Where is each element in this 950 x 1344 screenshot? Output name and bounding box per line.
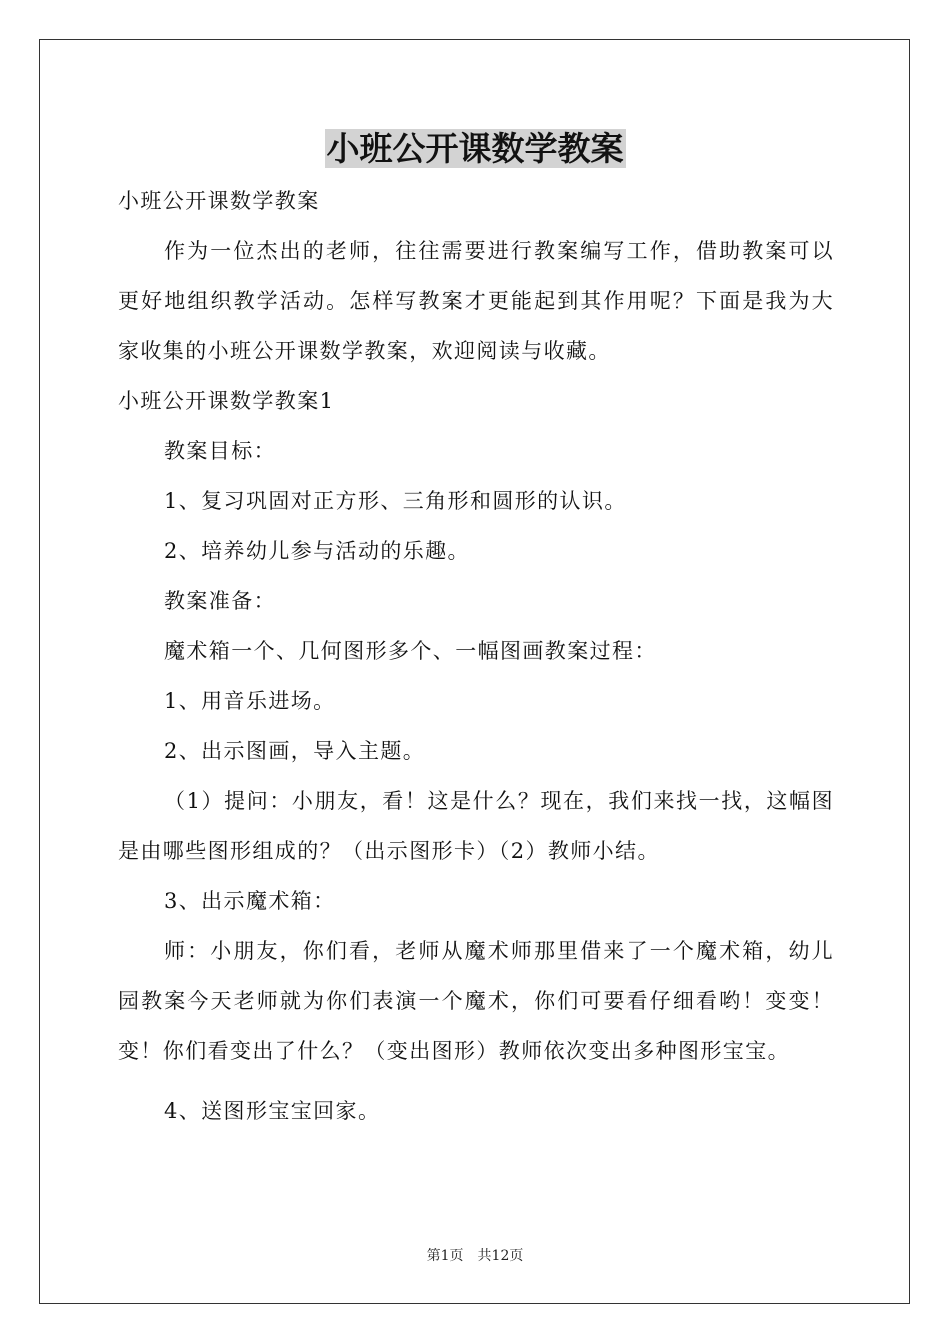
- paragraph: 1、用音乐进场。: [164, 689, 336, 713]
- paragraph-heading: 小班公开课数学教案: [118, 189, 320, 213]
- document-body: [118, 176, 834, 1136]
- paragraph: 1、复习巩固对正方形、三角形和圆形的认识。: [164, 489, 627, 513]
- paragraph: 魔术箱一个、几何图形多个、一幅图画教案过程：: [164, 639, 657, 663]
- paragraph-intro: 作为一位杰出的老师，往往需要进行教案编写工作，借助教案可以更好地组织教学活动。怎样写教案才更能起到其作用呢？下面是我为大家收集的小班公开课数学教案，欢迎阅读与收藏。: [118, 239, 834, 363]
- paragraph: 3、出示魔术箱：: [164, 889, 336, 913]
- section-heading: 小班公开课数学教案1: [118, 389, 335, 413]
- paragraph: （1）提问：小朋友，看！这是什么？现在，我们来找一找，这幅图是由哪些图形组成的？（出示图形卡）（2）教师小结。: [118, 789, 834, 863]
- paragraph: 2、培养幼儿参与活动的乐趣。: [164, 539, 470, 563]
- paragraph: 2、出示图画，导入主题。: [164, 739, 426, 763]
- page-number-footer: 第1页 共12页: [426, 1248, 524, 1264]
- document-title-text: 小班公开课数学教案: [326, 129, 624, 168]
- paragraph: 4、送图形宝宝回家。: [164, 1099, 381, 1123]
- paragraph: 教案准备：: [164, 589, 276, 613]
- paragraph: 教案目标：: [164, 439, 276, 463]
- document-title: [0, 126, 950, 172]
- paragraph: 师：小朋友，你们看，老师从魔术师那里借来了一个魔术箱，幼儿园教案今天老师就为你们表演一个魔术，你们可要看仔细看哟！变变！变！你们看变出了什么？（变出图形）教师依次变出多种图形宝宝。: [118, 939, 834, 1063]
